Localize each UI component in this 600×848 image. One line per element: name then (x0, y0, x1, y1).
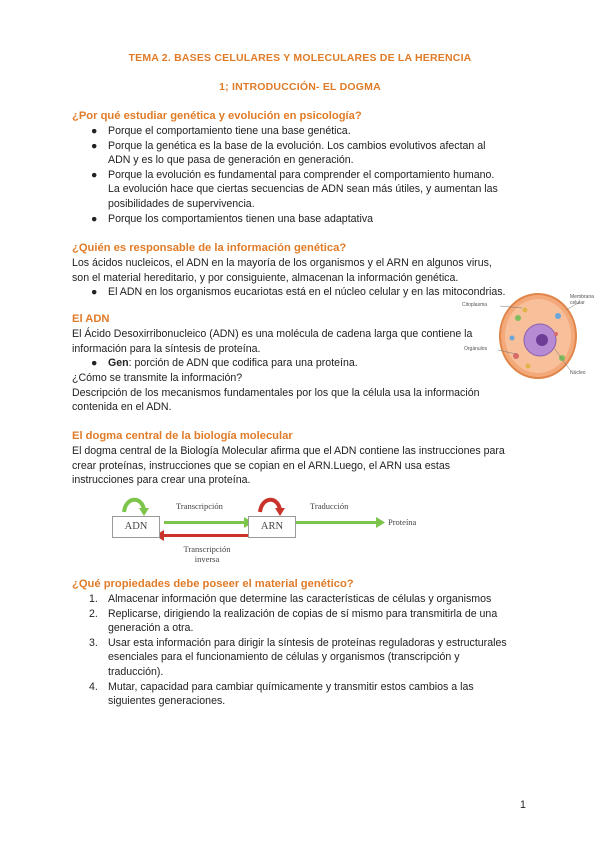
document-title: TEMA 2. BASES CELULARES Y MOLECULARES DE LA HERENCIA (128, 52, 472, 64)
list-item (91, 356, 508, 371)
list-item-continuation: ADN y es lo que pasa de generación en generación. (108, 154, 354, 167)
why-genetics-list (91, 124, 538, 226)
bullet-icon: ● (91, 125, 98, 137)
bullet-icon: ● (91, 139, 98, 152)
gen-definition: : porción de ADN que codifica para una proteína. (128, 357, 358, 369)
heading-who-responsible: ¿Quién es responsable de la información genética? (72, 242, 347, 254)
label-membrane: Membrana celular (570, 294, 594, 306)
heading-why-genetics: ¿Por qué estudiar genética y evolución en psicología? (72, 110, 362, 122)
arn-box: ARN (248, 516, 296, 538)
adn-paragraph: El Ácido Desoxirribonucleico (ADN) es una molécula de cadena larga que contiene la información para la síntesis de proteína. (72, 328, 473, 355)
central-dogma-diagram (112, 492, 442, 572)
reverse-transcription-label: Transcripción inversa (183, 544, 231, 564)
gen-term: Gen (108, 357, 129, 369)
heading-properties: ¿Qué propiedades debe poseer el material genético? (72, 578, 354, 590)
transcription-label: Transcripción (176, 501, 223, 511)
list-item: ● El ADN en los organismos eucariotas está en el núcleo celular y en las mitocondrias. (91, 286, 506, 298)
list-item: ● Porque el comportamiento tiene una base genética. (91, 125, 351, 137)
list-item: ● Porque la genética es la base de la evolución. Los cambios evolutivos afectan al (91, 139, 486, 152)
label-cytoplasm: Citoplasma (462, 302, 488, 308)
transmission-paragraph: ¿Cómo se transmite la información? Descripción de los mecanismos fundamentales por los que la célula usa la información contenida en el ADN. (72, 372, 480, 414)
label-organelles: Orgánulos (464, 346, 488, 352)
bullet-icon: ● (91, 357, 98, 369)
bullet-icon: ● (91, 168, 98, 181)
label-nucleus: Núcleo (570, 370, 586, 376)
list-item: ● Porque la evolución es fundamental para comprender el comportamiento humano. (91, 168, 495, 181)
translation-label: Traducción (310, 501, 349, 511)
bullet-icon: ● (91, 286, 98, 298)
list-item: 4. Mutar, capacidad para cambiar químicamente y transmitir estos cambios a las siguientes generaciones. (89, 680, 474, 708)
list-item-continuation: posibilidades de supervivencia. (108, 197, 255, 210)
bullet-icon: ● (91, 212, 98, 225)
properties-list (89, 592, 538, 709)
list-item: ● Porque los comportamientos tienen una base adaptativa (91, 212, 374, 225)
who-responsible-paragraph: Los ácidos nucleicos, el ADN en la mayoría de los organismos y el ARN en algunos virus, son el material hereditario, y por consiguiente, almacenan la información genética. (72, 257, 492, 284)
central-dogma-paragraph: El dogma central de la Biología Molecular afirma que el ADN contiene las instrucciones para crear proteínas, instrucciones que se copian en el ARN.Luego, el ARN usa estas instrucciones para crear una proteína. (72, 445, 505, 487)
heading-central-dogma: El dogma central de la biología molecular (72, 430, 293, 442)
heading-adn: El ADN (72, 313, 110, 325)
list-item: 1. Almacenar información que determine las características de células y organismos (89, 593, 492, 605)
page-number: 1 (520, 799, 526, 811)
protein-label: Proteína (388, 517, 417, 527)
list-item: 3. Usar esta información para dirigir la síntesis de proteínas reguladoras y estructurales esenciales para el funcionamiento de células y organismos (transcripción y traducción). (89, 636, 507, 678)
list-item: 2. Replicarse, dirigiendo la realización de copias de sí mismo para transmitirla de una generación a otra. (89, 607, 498, 635)
section-subtitle: 1; INTRODUCCIÓN- EL DOGMA (219, 81, 381, 93)
adn-box: ADN (112, 516, 160, 538)
list-item-continuation: La evolución hace que ciertas secuencias de ADN sean más útiles, y aumentan las (108, 183, 498, 196)
